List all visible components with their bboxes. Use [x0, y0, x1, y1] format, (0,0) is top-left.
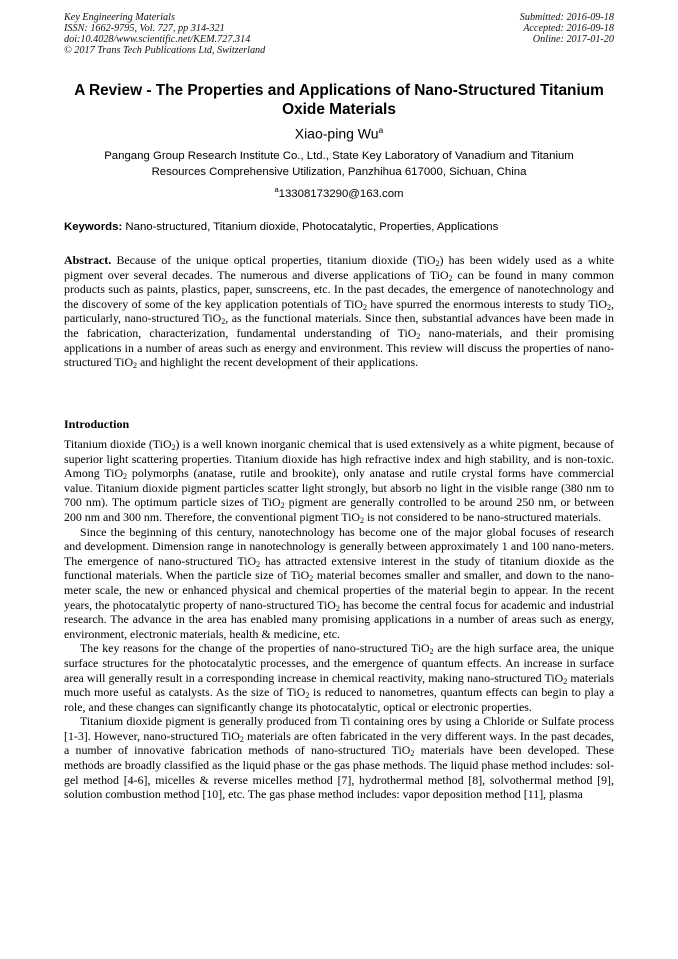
journal-copyright: © 2017 Trans Tech Publications Ltd, Switzerland: [64, 44, 266, 56]
paper-title-line-2: Oxide Materials: [282, 100, 396, 118]
keywords-text: Nano-structured, Titanium dioxide, Photocatalytic, Properties, Applications: [125, 221, 499, 233]
accepted-date: Accepted: 2016-09-18: [523, 22, 614, 34]
intro-paragraph-4: Titanium dioxide pigment is generally produced from Ti containing ores by using a Chloride or Sulfate process [1-3]. However, nano-structured TiO$_2$ materials are often fabricated in the very different ways. In the past decades, a number of innovative fabrication methods of nano-structured TiO$_2$ materials have been developed. These methods are broadly classified as the liquid phase or the gas phase methods. The liquid phase method includes: sol-gel method [4-6], micelles & reverse micelles method [7], hydrothermal method [8], solvothermal method [9], solution combustion method [10], etc. The gas phase method includes: vapor deposition method [11], plasma: [64, 714, 615, 802]
submitted-date: Submitted: 2016-09-18: [519, 12, 614, 23]
abstract: [64, 253, 614, 370]
paper-title-line-1: A Review - The Properties and Applications of Nano-Structured Titanium: [74, 82, 604, 99]
journal-name: Key Engineering Materials: [64, 12, 175, 23]
keywords-label: Keywords:: [64, 221, 123, 233]
affiliation-line-2: Resources Comprehensive Utilization, Panzhihua 617000, Sichuan, China: [151, 165, 527, 178]
affiliation: [64, 149, 614, 180]
affiliation-line-1: Pangang Group Research Institute Co., Ltd., State Key Laboratory of Vanadium and Titanium: [104, 150, 574, 162]
author-mark: a: [378, 125, 384, 135]
author-name: Xiao-ping Wu: [294, 125, 379, 142]
intro-paragraph-2: Since the beginning of this century, nanotechnology has become one of the major global focuses of research and development. Dimension range in nanotechnology is generally between approximately 1 and 100 nano-meters. The emergence of nano-structured TiO$_2$ has attracted extensive interest in the study of titanium dioxide as the functional materials. When the particle size of TiO$_2$ material becomes smaller and smaller, and down to the nano-meter scale, the new or enhanced physical and chemical properties of the material begin to appear. In the recent years, the photocatalytic property of nano-structured TiO$_2$ has become the central focus for academic and industrial research. The advance in the area has enabled many promising applications in a number of areas such as energy, environment, electronic materials, health & medicine, etc.: [64, 524, 614, 641]
author: [0, 125, 678, 142]
email-mark: a: [274, 185, 279, 194]
online-date: Online: 2017-01-20: [532, 33, 614, 45]
journal-doi: doi:10.4028/www.scientific.net/KEM.727.314: [64, 33, 251, 45]
journal-header-left: [64, 13, 265, 57]
email-address: 13308173290@163.com: [278, 187, 404, 200]
paper-title: [40, 82, 638, 119]
introduction-body: [64, 437, 614, 802]
journal-issn: ISSN: 1662-9795, Vol. 727, pp 314-321: [64, 22, 225, 34]
author-email: [0, 185, 678, 200]
intro-paragraph-3: The key reasons for the change of the properties of nano-structured TiO$_2$ are the high surface area, the unique surface structures for the photocatalytic processes, and the emergence of quantum effects. An increase in surface area will generally result in a corresponding increase in chemical reactivity, making nano-structured TiO$_2$ materials much more useful as catalysts. As the size of TiO$_2$ is reduced to nanometres, quantum effects can begin to play a role, and these changes can significantly change its photocatalytic, optical or electronic properties.: [64, 641, 614, 714]
keywords: [64, 221, 614, 233]
section-heading-introduction: Introduction: [64, 417, 130, 431]
journal-header-right: [520, 13, 614, 46]
abstract-label: Abstract.: [64, 253, 112, 267]
intro-paragraph-1: Titanium dioxide (TiO$_2$) is a well known inorganic chemical that is used extensively as a white pigment, because of superior light scattering properties. Titanium dioxide has high refractive index and high stability, and is non-toxic. Among TiO$_2$ polymorphs (anatase, rutile and brookite), only anatase and rutile crystal forms have commercial value. Titanium dioxide pigment particles scatter light strongly, but absorb no light in the visible range (380 nm to 700 nm). The optimum particle sizes of TiO$_2$ pigment are generally controlled to be around 250 nm, or between 200 nm and 300 nm. Therefore, the conventional pigment TiO$_2$ is not considered to be nano-structured materials.: [64, 437, 615, 525]
abstract-paragraph: Abstract. Because of the unique optical properties, titanium dioxide (TiO$_2$) has been widely used as a white pigment over several decades. The numerous and diverse applications of TiO$_2$ can be found in many common products such as paints, plastics, paper, sunscreens, etc. In the past decades, the emergence of nanotechnology and the discovery of some of the key application potentials of TiO$_2$ have spurred the enormous interests to study TiO$_2$, particularly, nano-structured TiO$_2$, as the functional materials. Since then, substantial advances have been made in the fabrication, characterization, fundamental understanding of TiO$_2$ nano-materials, and their promising applications in a number of areas such as energy and environment. This review will discuss the properties of nano-structured TiO$_2$ and highlight the recent development of their applications.: [64, 253, 615, 371]
